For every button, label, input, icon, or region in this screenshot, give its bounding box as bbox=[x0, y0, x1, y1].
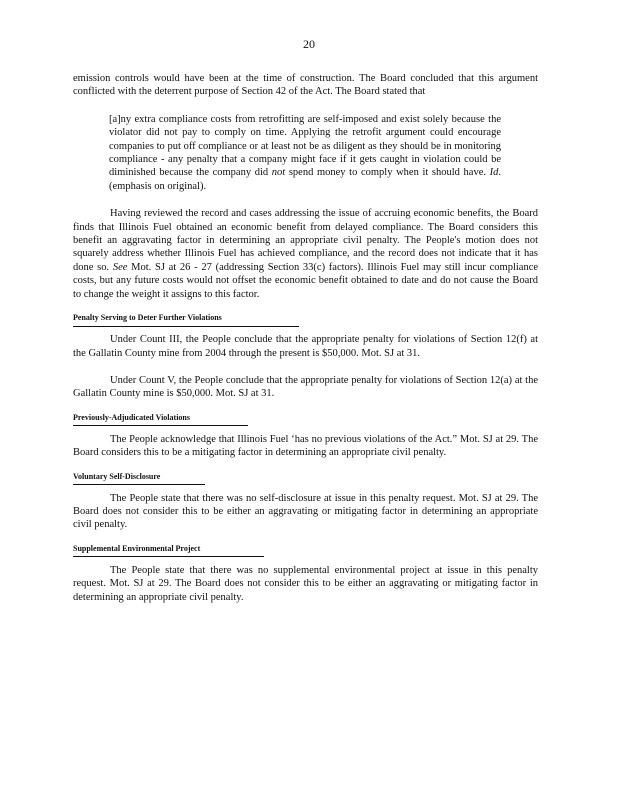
quote-citation-id: Id bbox=[489, 167, 499, 179]
paragraph-supplemental-project: The People state that there was no supplemental environmental project at issue in this penalty request. Mot. SJ at 29. The Board does not consider this to be either an aggravating or mitigating factor in determining an appropriate civil penalty. bbox=[73, 564, 538, 603]
paragraph-self-disclosure: The People state that there was no self-disclosure at issue in this penalty request. Mot. SJ at 29. The Board does not consider this to be either an aggravating or mitigating factor in determining an appropriate civil penalty. bbox=[73, 492, 538, 531]
heading-self-disclosure: Voluntary Self-Disclosure bbox=[73, 470, 205, 485]
paragraph-count-v: Under Count V, the People conclude that the appropriate penalty for violations of Section 12(a) at the Gallatin County mine is $50,000. Mot. SJ at 31. bbox=[73, 374, 538, 400]
quote-text: [a]ny extra compliance costs from retrofitting are self-imposed and exist solely because the violator did not pay to comply on time. Applying the retrofit argument could encourage companies to put off compliance or at least not be as diligent as they should be in monitoring compliance - any penalty that a company might face if it gets caught in violation could be diminished because the company did bbox=[109, 113, 501, 179]
heading-supplemental-project: Supplemental Environmental Project bbox=[73, 542, 264, 557]
economic-benefit-text-cont: Mot. SJ at 26 - 27 (addressing Section 33(c) factors). Illinois Fuel may still incur compliance costs, but any future costs would not offset the economic benefit obtained to date and do not cause the Board to change the weight it assigns to this factor. bbox=[73, 261, 539, 300]
quote-emphasis-not: not bbox=[271, 167, 286, 179]
paragraph-emission-controls: emission controls would have been at the time of construction. The Board concluded that this argument conflicted with the deterrent purpose of Section 42 of the Act. The Board stated that bbox=[73, 73, 538, 98]
quote-end: . (emphasis on original). bbox=[109, 167, 502, 192]
page-body bbox=[73, 72, 538, 604]
paragraph-economic-benefit bbox=[73, 207, 538, 301]
paragraph-count-iii: Under Count III, the People conclude that the appropriate penalty for violations of Section 12(f) at the Gallatin County mine from 2004 through the present is $50,000. Mot. SJ at 31. bbox=[73, 334, 538, 359]
heading-previously-adjudicated: Previously-Adjudicated Violations bbox=[73, 411, 248, 426]
citation-see: See bbox=[112, 261, 128, 273]
quote-tail: spend money to comply when it should have. bbox=[285, 167, 486, 179]
block-quote bbox=[109, 113, 501, 193]
paragraph-previous-violations: The People acknowledge that Illinois Fuel ‘has no previous violations of the Act.” Mot. SJ at 29. The Board considers this to be a mitigating factor in determining an appropriate civil penalty. bbox=[73, 433, 538, 459]
heading-penalty-deter: Penalty Serving to Deter Further Violations bbox=[73, 311, 299, 326]
page-number: 20 bbox=[303, 37, 315, 51]
economic-benefit-text: Having reviewed the record and cases addressing the issue of accruing economic benefits, the Board finds that Illinois Fuel obtained an economic benefit from delayed compliance. The Board considers this benefit an aggravating factor in determining an appropriate civil penalty. The People's motion does not squarely address whether Illinois Fuel has achieved compliance, and the record does not indicate that it has done so. bbox=[73, 208, 538, 273]
